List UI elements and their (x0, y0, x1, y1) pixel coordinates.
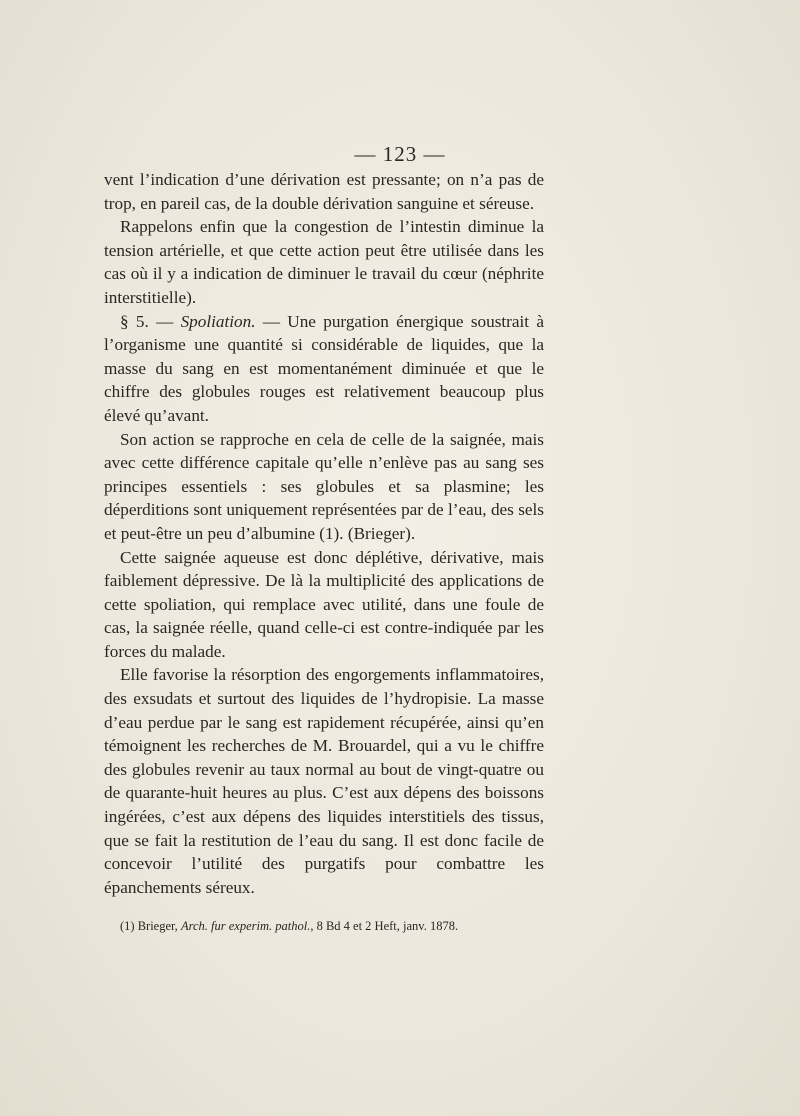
paragraph-4: Son action se rapproche en cela de celle de la saignée, mais avec cette différence capitale qu’elle n’enlève pas au sang ses principes essentiels : ses globules et sa plasmine; les déperditions sont uniquement représentées par de l’eau, des sels et peut-être un peu d’albumine (1). (Brieger). (104, 429, 544, 543)
paragraph-1: vent l’indication d’une dérivation est pressante; on n’a pas de trop, en pareil cas, de la double dérivation sanguine et séreuse. (104, 170, 544, 213)
body-text (104, 168, 544, 899)
page-number: — 123 — (354, 142, 446, 166)
footnote-rest: , 8 Bd 4 et 2 Heft, janv. 1878. (310, 919, 459, 933)
paragraph-2: Rappelons enfin que la congestion de l’intestin diminue la tension artérielle, et que cette action peut être utilisée dans les cas où il y a indication de diminuer le travail du cœur (néphrite interstitielle). (104, 217, 544, 307)
paragraph-3 (104, 310, 544, 428)
footnote-journal: Arch. fur experim. pathol. (180, 919, 311, 933)
section-number: § 5. — (120, 311, 181, 331)
paragraph-3-text: — Une purgation énergique soustrait à l’organisme une quantité si considérable de liquides, que la masse du sang en est momentanément diminuée et que le chiffre des globules rouges est relativement beaucoup plus élevé qu’avant. (104, 311, 544, 425)
footnote-prefix: (1) Brieger, (120, 919, 181, 933)
paragraph-5: Cette saignée aqueuse est donc déplétive, dérivative, mais faiblement dépressive. De là la multiplicité des applications de cette spoliation, qui remplace avec utilité, dans une foule de cas, la saignée réelle, quand celle-ci est contre-indiquée par les forces du malade. (104, 547, 544, 661)
paragraph-6: Elle favorise la résorption des engorgements inflammatoires, des exsudats et surtout des liquides de l’hydropisie. La masse d’eau perdue par le sang est rapidement récupérée, ainsi qu’en témoignent les recherches de M. Brouardel, qui a vu le chiffre des globules revenir au taux normal au bout de vingt-quatre ou de quarante-huit heures au plus. C’est aux dépens des boissons ingérées, c’est aux dépens des liquides interstitiels des tissus, que se fait la restitution de l’eau du sang. Il est donc facile de concevoir l’utilité des purgatifs pour combattre les épanchements séreux. (104, 665, 544, 897)
footnote (120, 918, 540, 934)
section-title: Spoliation. (180, 311, 256, 331)
